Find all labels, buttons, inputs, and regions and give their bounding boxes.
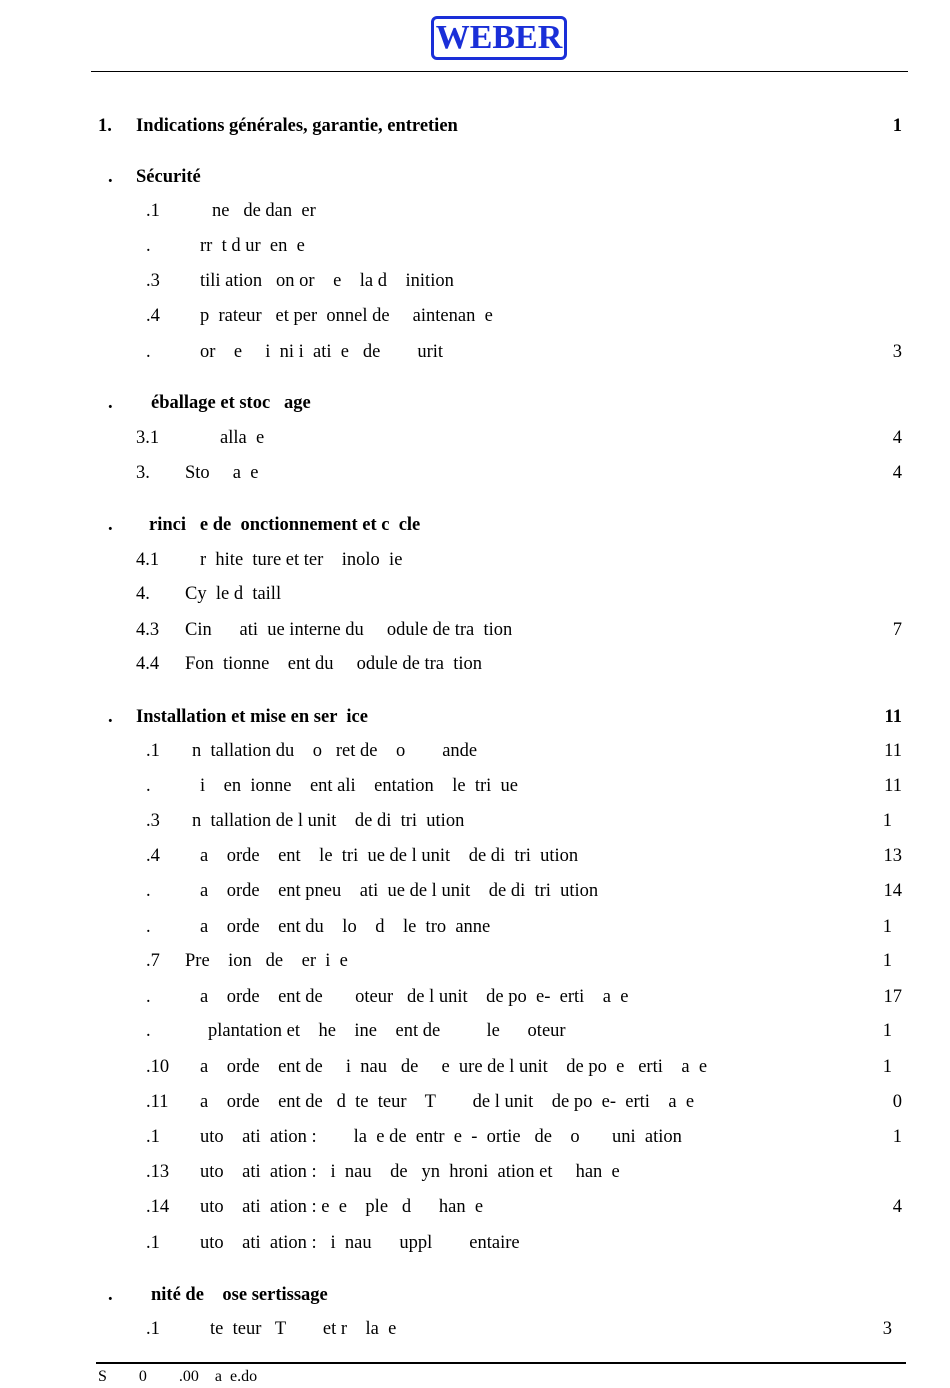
toc-entry-title: rr t d ur en e: [200, 236, 305, 256]
toc-entry-page: 1: [892, 116, 902, 136]
toc-entry-number: .: [108, 515, 113, 535]
toc-entry: [0, 1317, 950, 1341]
toc-entry-number: 4.1: [136, 550, 160, 570]
toc-entry-page: 1: [882, 1021, 892, 1041]
toc-entry-page: 1: [882, 811, 892, 831]
toc-entry-number: .1: [146, 1127, 160, 1147]
toc-entry-title: a orde ent de d te teur T de l unit de po e- erti a e: [200, 1092, 695, 1112]
toc-entry-page: 1: [892, 1127, 902, 1147]
toc-entry: [0, 165, 950, 189]
toc-entry-title: uto ati ation : i nau uppl entaire: [200, 1233, 520, 1253]
toc-entry-number: 1.: [98, 116, 112, 136]
toc-entry: [0, 199, 950, 223]
toc-entry-title: plantation et he ine ent de le oteur: [208, 1021, 566, 1041]
toc-entry-title: uto ati ation : la e de entr e - ortie de o uni ation: [200, 1127, 682, 1147]
toc-entry-title: a orde ent de i nau de e ure de l unit de po e erti a e: [200, 1057, 708, 1077]
toc-entry: [0, 1055, 950, 1079]
toc-entry-title: n tallation du o ret de o ande: [192, 741, 478, 761]
toc-entry-title: tili ation on or e la d inition: [200, 271, 454, 291]
footer-text: S 0 .00 a e.do: [98, 1368, 258, 1385]
toc-entry-number: .: [146, 987, 151, 1007]
toc-entry-title: a orde ent du lo d le tro anne: [200, 917, 491, 937]
toc-entry: [0, 1160, 950, 1184]
toc-entry-number: .: [108, 1285, 113, 1305]
toc-entry: [0, 391, 950, 415]
toc-entry-number: .: [146, 917, 151, 937]
toc-entry-number: .: [146, 236, 151, 256]
toc-entry-number: .: [146, 776, 151, 796]
toc-entry: [0, 1090, 950, 1114]
toc-entry: [0, 461, 950, 485]
toc-entry-title: a orde ent de oteur de l unit de po e- erti a e: [200, 987, 629, 1007]
toc-entry: [0, 426, 950, 450]
toc-entry: [0, 618, 950, 642]
toc-entry-title: Installation et mise en ser ice: [136, 707, 368, 727]
toc-entry-number: 4.3: [136, 620, 160, 640]
toc-entry-number: .: [146, 342, 151, 362]
toc-entry-number: .1: [146, 1233, 160, 1253]
toc-entry-number: .4: [146, 846, 160, 866]
toc-entry-title: a orde ent pneu ati ue de l unit de di tri ution: [200, 881, 599, 901]
toc-entry: [0, 949, 950, 973]
toc-entry: [0, 879, 950, 903]
toc-entry-page: 11: [884, 776, 902, 796]
toc-entry: [0, 985, 950, 1009]
toc-entry: [0, 705, 950, 729]
toc-entry-title: ne de dan er: [212, 201, 316, 221]
toc-entry: [0, 582, 950, 606]
toc-entry-number: .14: [146, 1197, 170, 1217]
toc-entry-number: .1: [146, 741, 160, 761]
toc-entry-page: 14: [883, 881, 902, 901]
toc-entry-page: 1: [882, 951, 892, 971]
toc-entry-title: rinci e de onctionnement et c cle: [149, 515, 421, 535]
toc-entry-number: .: [146, 1021, 151, 1041]
toc-entry: [0, 915, 950, 939]
toc-entry-title: n tallation de l unit de di tri ution: [192, 811, 465, 831]
toc-entry-title: Fon tionne ent du odule de tra tion: [185, 654, 482, 674]
toc-entry-page: 3: [892, 342, 902, 362]
toc-entry-number: .: [108, 167, 113, 187]
weber-logo: WEBER: [431, 16, 567, 60]
toc-entry-title: Indications générales, garantie, entretien: [136, 116, 458, 136]
toc-entry-page: 11: [884, 707, 902, 727]
footer-divider: [96, 1362, 906, 1364]
toc-entry: [0, 1283, 950, 1307]
toc-entry-number: 3.: [136, 463, 150, 483]
toc-entry: [0, 114, 950, 138]
toc-entry-title: Sécurité: [136, 167, 201, 187]
toc-entry-title: éballage et stoc age: [151, 393, 311, 413]
toc-entry-title: or e i ni i ati e de urit: [200, 342, 444, 362]
toc-entry: [0, 269, 950, 293]
toc-entry: [0, 234, 950, 258]
toc-entry-page: 0: [892, 1092, 902, 1112]
toc-entry-page: 1: [882, 1057, 892, 1077]
toc-entry-title: uto ati ation : i nau de yn hroni ation et han e: [200, 1162, 620, 1182]
toc-entry-page: 17: [883, 987, 902, 1007]
header-divider: [91, 71, 908, 72]
toc-entry-page: 13: [883, 846, 902, 866]
toc-entry-number: .7: [146, 951, 160, 971]
toc-entry-page: 7: [892, 620, 902, 640]
toc-entry-title: uto ati ation : e e ple d han e: [200, 1197, 484, 1217]
toc-entry: [0, 548, 950, 572]
toc-entry-page: 3: [882, 1319, 892, 1339]
toc-entry-number: 4.4: [136, 654, 160, 674]
toc-entry-number: .3: [146, 271, 160, 291]
toc-entry-title: p rateur et per onnel de aintenan e: [200, 306, 493, 326]
toc-entry: [0, 513, 950, 537]
toc-entry: [0, 1125, 950, 1149]
toc-entry-number: .13: [146, 1162, 170, 1182]
toc-entry-title: Cin ati ue interne du odule de tra tion: [185, 620, 513, 640]
toc-entry-number: .10: [146, 1057, 170, 1077]
toc-entry-title: Cy le d taill: [185, 584, 282, 604]
toc-entry-number: 4.: [136, 584, 150, 604]
toc-entry-number: .4: [146, 306, 160, 326]
toc-entry-title: r hite ture et ter inolo ie: [200, 550, 403, 570]
toc-entry-page: 1: [882, 917, 892, 937]
toc-entry-title: Pre ion de er i e: [185, 951, 348, 971]
toc-entry-page: 4: [892, 1197, 902, 1217]
toc-entry-title: nité de ose sertissage: [151, 1285, 328, 1305]
toc-entry: [0, 1019, 950, 1043]
toc-entry: [0, 844, 950, 868]
toc-entry-page: 11: [884, 741, 902, 761]
toc-entry: [0, 739, 950, 763]
toc-entry-number: .1: [146, 201, 160, 221]
toc-entry: [0, 774, 950, 798]
toc-entry: [0, 652, 950, 676]
toc-entry: [0, 1195, 950, 1219]
toc-entry-page: 4: [892, 428, 902, 448]
toc-entry-number: .: [108, 707, 113, 727]
toc-entry-number: 3.1: [136, 428, 160, 448]
toc-entry-title: i en ionne ent ali entation le tri ue: [200, 776, 519, 796]
toc-entry-title: alla e: [220, 428, 265, 448]
toc-entry-page: 4: [892, 463, 902, 483]
toc-entry-title: te teur T et r la e: [210, 1319, 397, 1339]
toc-entry-title: Sto a e: [185, 463, 259, 483]
toc-entry-number: .11: [146, 1092, 169, 1112]
toc-entry-number: .: [108, 393, 113, 413]
toc-entry: [0, 809, 950, 833]
toc-entry-number: .3: [146, 811, 160, 831]
toc-entry: [0, 340, 950, 364]
toc-entry-number: .: [146, 881, 151, 901]
toc-entry-title: a orde ent le tri ue de l unit de di tri ution: [200, 846, 579, 866]
toc-entry-number: .1: [146, 1319, 160, 1339]
toc-entry: [0, 304, 950, 328]
toc-entry: [0, 1231, 950, 1255]
